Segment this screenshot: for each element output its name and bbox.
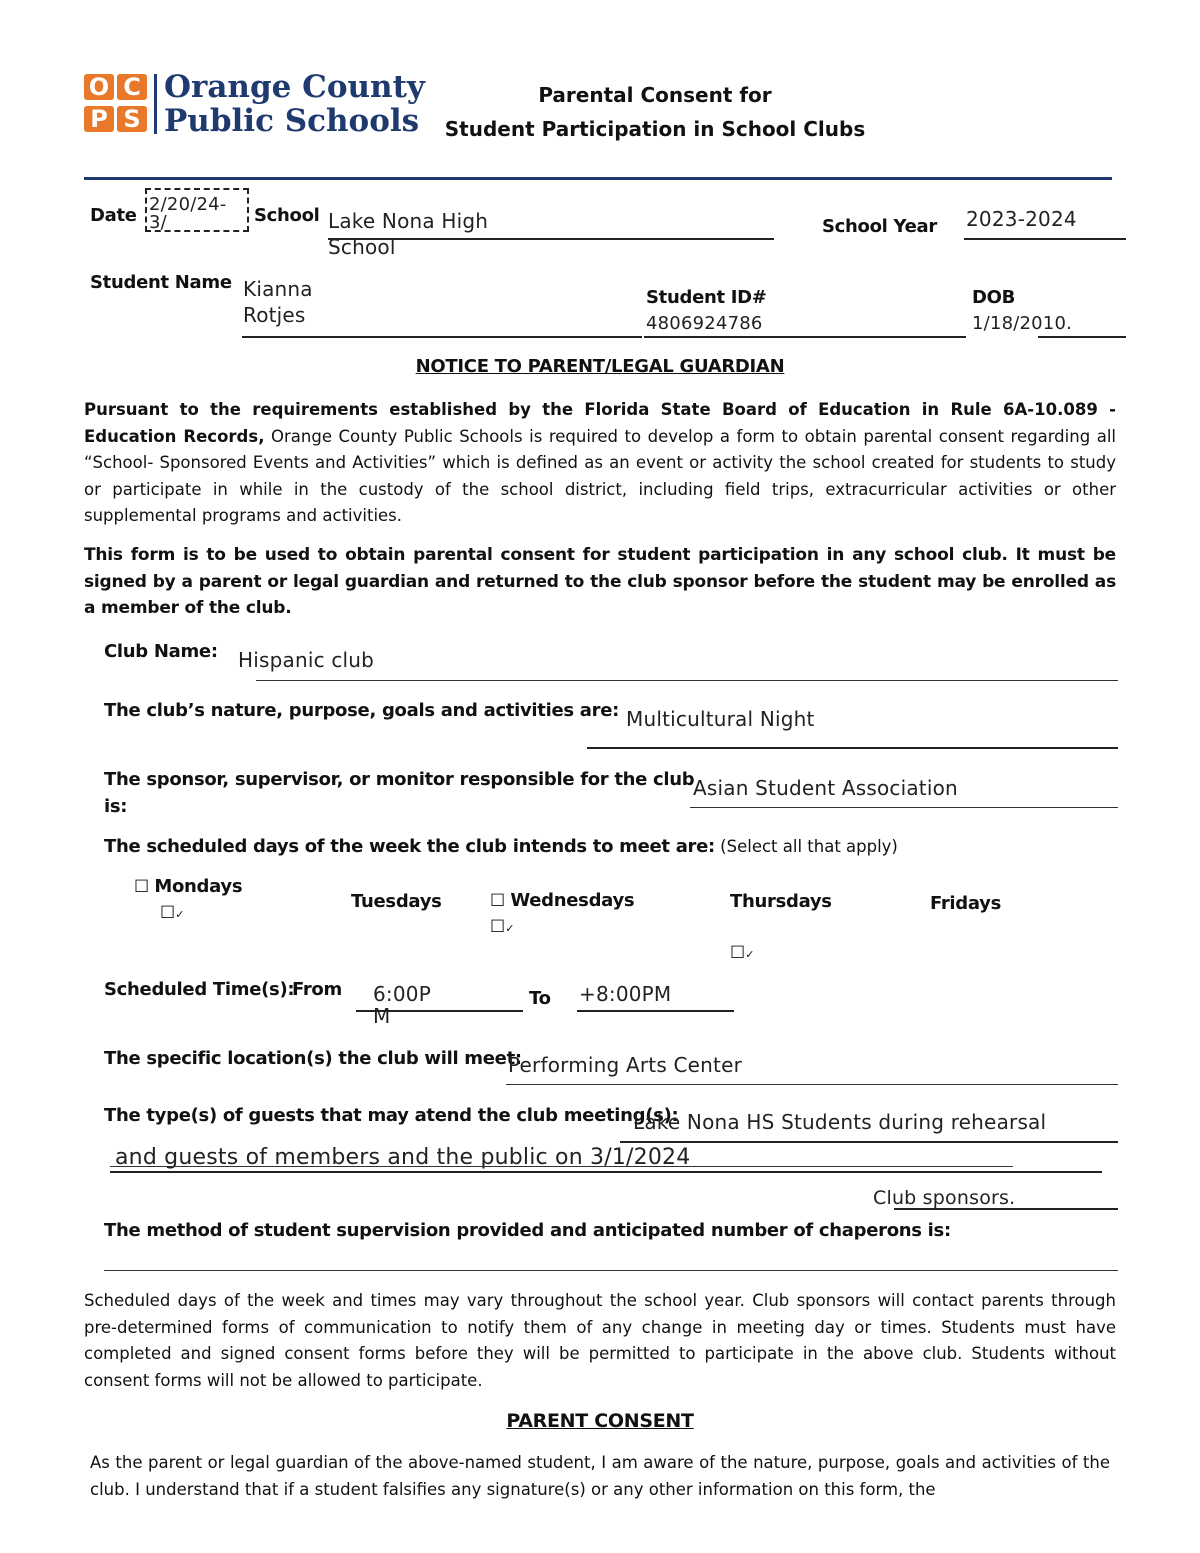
to-underline — [577, 1010, 734, 1012]
dob-label: DOB — [972, 287, 1016, 308]
school-underline — [328, 238, 774, 240]
days-label: The scheduled days of the week the club intends to meet are: — [104, 836, 715, 857]
supervision-value[interactable]: Club sponsors. — [873, 1187, 1016, 1209]
checkbox-icon[interactable]: ☐ — [490, 891, 506, 911]
from-underline — [356, 1010, 523, 1012]
school-value[interactable]: Lake Nona High School — [328, 209, 489, 259]
thursday-label: Thursdays — [730, 891, 832, 912]
form-title-line-2: Student Participation in School Clubs — [444, 117, 866, 141]
ocps-logo — [84, 69, 425, 139]
location-label: The specific location(s) the club will meet: — [104, 1048, 522, 1069]
checkbox-icon: ☐ — [490, 917, 506, 937]
date-label: Date — [90, 205, 137, 226]
club-name-value[interactable]: Hispanic club — [238, 648, 375, 672]
scheduled-time-label: Scheduled Time(s): — [104, 979, 295, 1000]
tuesday-label: Tuesdays — [351, 891, 442, 912]
guests-label: The type(s) of guests that may atend the club meeting(s): — [104, 1105, 679, 1126]
from-label: From — [292, 979, 342, 1000]
location-underline — [506, 1084, 1118, 1085]
checkbox-icon: ☐ — [730, 943, 746, 963]
logo-line-2: Public Schools — [164, 103, 420, 139]
location-value[interactable]: Performing Arts Center — [508, 1053, 743, 1077]
monday-option[interactable] — [134, 876, 242, 897]
monday-label: Mondays — [154, 876, 243, 897]
logo-letter-s: S — [117, 106, 147, 132]
student-name-label: Student Name — [90, 272, 232, 293]
sponsor-label-2: is: — [104, 796, 128, 817]
school-label: School — [254, 205, 320, 226]
guests-underline-2b — [110, 1171, 1102, 1173]
notice-heading: NOTICE TO PARENT/LEGAL GUARDIAN — [415, 356, 785, 377]
club-name-label: Club Name: — [104, 641, 218, 662]
student-name-value[interactable]: Kianna Rotjes — [243, 277, 313, 327]
notice-paragraph-1-bold: Pursuant to the requirements established by the Florida State Board of Education in Rule 6A-10.089 - Education Records, — [84, 400, 1116, 446]
supervision-label: The method of student supervision provided and anticipated number of chaperons is: — [104, 1220, 951, 1241]
logo-divider — [154, 74, 157, 134]
thursday-checkbox-checked[interactable] — [730, 943, 754, 963]
sponsor-value[interactable]: Asian Student Association — [693, 776, 958, 800]
form-title-line-1: Parental Consent for — [538, 83, 772, 107]
date-value: 2/20/24- — [149, 194, 227, 215]
guests-value-1[interactable]: Lake Nona HS Students during rehearsal — [633, 1110, 1047, 1134]
guests-underline-1 — [620, 1141, 1118, 1143]
logo-letter-p: P — [84, 106, 114, 132]
logo-letter-c: C — [117, 74, 147, 100]
logo-letter-o: O — [84, 74, 114, 100]
date-value-cont: 3/ — [149, 212, 167, 233]
friday-label: Fridays — [930, 893, 1002, 914]
date-field[interactable] — [145, 188, 249, 232]
from-value-2: M — [373, 1004, 391, 1028]
club-nature-underline — [587, 747, 1118, 749]
header-rule — [84, 177, 1112, 180]
school-year-underline — [964, 238, 1126, 240]
supervision-underline — [894, 1208, 1118, 1210]
school-year-value[interactable]: 2023-2024 — [966, 207, 1077, 231]
logo-line-1: Orange County — [164, 69, 425, 105]
guests-value-2[interactable]: and guests of members and the public on 3/1/2024 — [115, 1145, 691, 1170]
wednesday-label: Wednesdays — [510, 890, 635, 911]
student-id-value[interactable]: 4806924786 — [646, 313, 763, 334]
monday-checkbox-checked[interactable] — [160, 903, 184, 923]
wednesday-checkbox-checked[interactable] — [490, 917, 514, 937]
sponsor-underline — [690, 807, 1118, 808]
club-nature-label: The club’s nature, purpose, goals and activities are: — [104, 700, 619, 721]
parent-consent-text: As the parent or legal guardian of the above-named student, I am aware of the nature, purpose, goals and activities of the club. I understand that if a student falsifies any signature(s) or any other information on this form, the — [90, 1453, 1110, 1499]
dob-underline — [1038, 336, 1126, 338]
wednesday-option[interactable] — [490, 890, 634, 911]
club-name-underline — [256, 680, 1118, 681]
club-nature-value[interactable]: Multicultural Night — [626, 707, 815, 731]
school-year-label: School Year — [822, 216, 937, 237]
schedule-note: Scheduled days of the week and times may vary throughout the school year. Club sponsors will contact parents through pre-determined forms of communication to notify them of any change in meeting day or times. Students must have completed and signed consent forms before they will be permitted to participate in the above club. Students without consent forms will not be allowed to participate. — [84, 1291, 1116, 1390]
from-value-1[interactable]: 6:00P — [373, 982, 431, 1006]
notice-paragraph-1-rest: Orange County Public Schools is required to develop a form to obtain parental consent regarding all “School- Sponsored Events and Activities” which is defined as an event or activity the school created for students to study or participate in while in the custody of the school district, including field trips, extracurricular activities or other supplemental programs and activities. — [84, 426, 1116, 525]
notice-paragraph-2: This form is to be used to obtain parental consent for student participation in any school club. It must be signed by a parent or legal guardian and returned to the club sponsor before the student may be enrolled as a member of the club. — [84, 545, 1116, 618]
parent-consent-heading: PARENT CONSENT — [506, 1410, 694, 1432]
checkmark-icon: ✓ — [745, 948, 755, 961]
guests-underline-2a — [110, 1166, 1013, 1167]
sponsor-label-1: The sponsor, supervisor, or monitor responsible for the club — [104, 769, 695, 790]
student-id-label: Student ID# — [646, 287, 767, 308]
checkmark-icon: ✓ — [505, 922, 515, 935]
days-note: (Select all that apply) — [714, 837, 898, 856]
to-value[interactable]: +8:00PM — [579, 982, 672, 1006]
dob-value[interactable]: 1/18/2010. — [972, 313, 1073, 334]
student-name-underline — [242, 336, 642, 338]
checkmark-icon: ✓ — [175, 908, 185, 921]
checkbox-icon[interactable]: ☐ — [134, 877, 150, 897]
student-id-underline — [644, 336, 966, 338]
days-question — [104, 836, 898, 857]
checkbox-icon: ☐ — [160, 903, 176, 923]
to-label: To — [529, 988, 551, 1009]
notice-paragraph-1 — [84, 397, 1116, 530]
supervision-answer-line — [104, 1270, 1118, 1271]
